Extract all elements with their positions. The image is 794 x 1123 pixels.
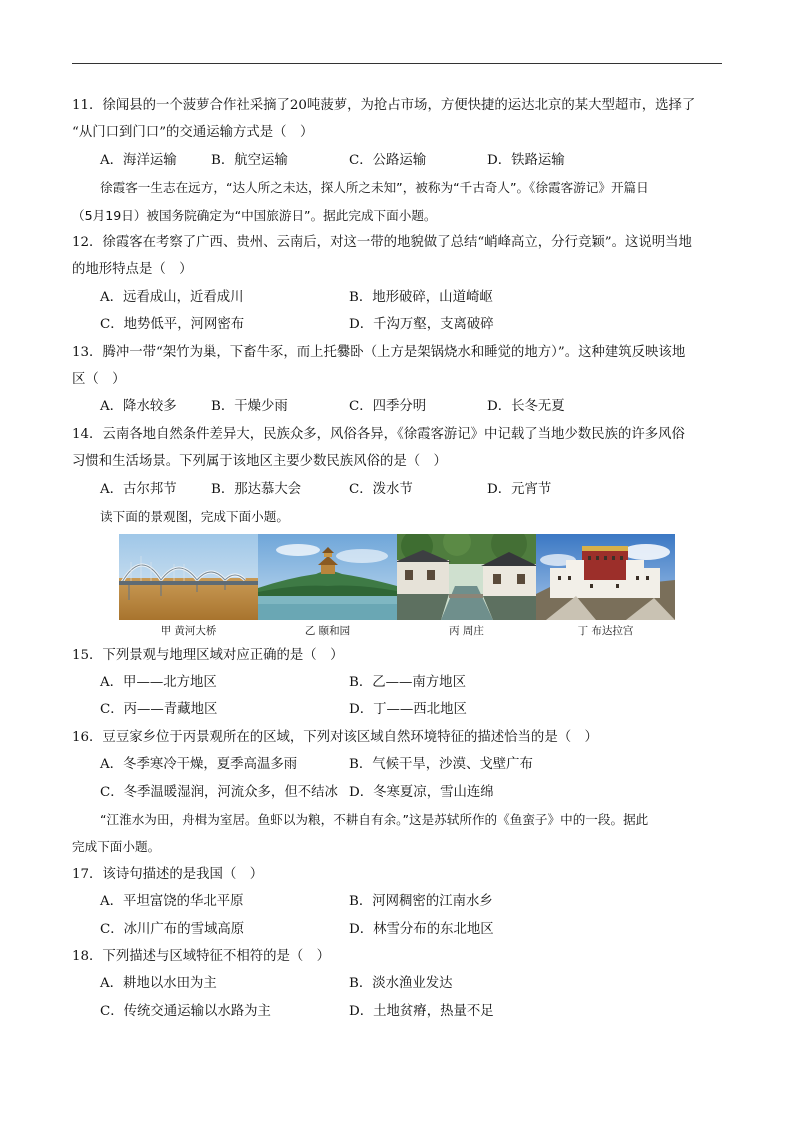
q11-stem-line1: 11．徐闻县的一个菠萝合作社采摘了20吨菠萝，为抢占市场，方便快捷的运达北京的某大型超市，选择了	[72, 98, 696, 113]
q12-option-d: D．千沟万壑，支离破碎	[349, 317, 494, 333]
q18-option-d: D．土地贫瘠，热量不足	[349, 1003, 494, 1019]
passage3-line1: “江淮水为田，舟楫为室居。鱼虾以为粮，不耕自有余。”这是苏轼所作的《鱼蛮子》中的一段。据此	[100, 811, 649, 827]
q12-stem-line1: 12．徐霞客在考察了广西、贵州、云南后，对这一带的地貌做了总结“峭峰高立，分行竞颖”。这说明当地	[72, 235, 692, 251]
q12-option-b: B．地形破碎，山道崎岖	[349, 289, 493, 305]
q13-stem-line1: 13．腾冲一带“架竹为巢，下畜牛豕，而上托爨卧（上方是架锅烧水和睡觉的地方）”。这种建筑反映该地	[72, 344, 686, 360]
q12-option-c: C．地势低平，河网密布	[100, 317, 245, 333]
q14-stem-line2: 习惯和生活场景。下列属于该地区主要少数民族风俗的是（ ）	[72, 454, 447, 470]
q15-options-row2	[72, 696, 728, 723]
q17-stem: 17．该诗句描述的是我国（ ）	[72, 866, 264, 882]
q12-options-row2	[72, 311, 728, 338]
q11-stem-line2: “从门口到门口”的交通运输方式是（ ）	[72, 125, 314, 141]
photo-summer-palace	[258, 534, 397, 620]
q17-options-row2	[72, 916, 728, 943]
q14-option-b: B．那达慕大会	[211, 481, 302, 497]
q16-options-row1	[72, 751, 728, 778]
q11-option-a: A．海洋运输	[100, 152, 177, 168]
q11-option-c: C．公路运输	[349, 152, 427, 168]
q16-option-c: C．冬季温暖湿润，河流众多，但不结冰	[100, 784, 338, 800]
q16-options-row2	[72, 779, 728, 806]
photo-zhouzhuang	[397, 534, 536, 620]
q15-option-a: A．甲——北方地区	[100, 674, 217, 690]
q13-option-d: D．长冬无夏	[487, 399, 565, 415]
q12-option-a: A．远看成山，近看成川	[100, 289, 244, 305]
q14-option-c: C．泼水节	[349, 481, 413, 497]
q12-options-row1	[72, 284, 728, 311]
q18-stem: 18．下列描述与区域特征不相符的是（ ）	[72, 948, 331, 964]
q16-stem: 16．豆豆家乡位于丙景观所在的区域，下列对该区域自然环境特征的描述恰当的是（ ）	[72, 729, 598, 745]
photo-yellow-river-bridge	[119, 534, 258, 620]
q18-options-row2	[72, 998, 728, 1025]
q14-option-a: A．古尔邦节	[100, 481, 177, 497]
q11-options	[72, 147, 728, 174]
q13-option-a: A．降水较多	[100, 399, 177, 415]
q14-options	[72, 476, 728, 503]
q15-option-b: B．乙——南方地区	[349, 674, 466, 690]
q15-stem: 15．下列景观与地理区域对应正确的是（ ）	[72, 647, 344, 663]
q13-option-c: C．四季分明	[349, 399, 427, 415]
q11-option-b: B．航空运输	[211, 152, 288, 168]
q12-stem-line2: 的地形特点是（ ）	[72, 262, 193, 278]
q16-option-a: A．冬季寒冷干燥，夏季高温多雨	[100, 757, 298, 773]
figure-captions	[119, 620, 728, 642]
caption-jia: 甲 黄河大桥	[160, 625, 217, 637]
q14-stem-line1: 14．云南各地自然条件差异大，民族众多，风俗各异，《徐霞客游记》中记载了当地少数民族的许多风俗	[72, 426, 685, 442]
q13-stem-line2: 区（ ）	[72, 372, 126, 388]
q17-option-a: A．平坦富饶的华北平原	[100, 894, 244, 910]
q15-option-d: D．丁——西北地区	[349, 702, 467, 718]
caption-yi: 乙 颐和园	[304, 625, 351, 637]
q15-option-c: C．丙——青藏地区	[100, 702, 218, 718]
passage2: 读下面的景观图，完成下面小题。	[100, 509, 289, 525]
exam-content	[72, 92, 728, 1025]
header-rule	[72, 63, 722, 64]
q18-option-c: C．传统交通运输以水路为主	[100, 1003, 271, 1019]
q18-options-row1	[72, 970, 728, 997]
photo-potala-palace	[536, 534, 675, 620]
q15-options-row1	[72, 669, 728, 696]
q17-option-c: C．冰川广布的雪域高原	[100, 921, 245, 937]
q14-option-d: D．元宵节	[487, 481, 552, 497]
q18-option-a: A．耕地以水田为主	[100, 976, 217, 992]
passage1-line1: 徐霞客一生志在远方，“达人所之未达，探人所之未知”，被称为“千古奇人”。《徐霞客游记》开篇日	[100, 180, 649, 196]
caption-bing: 丙 周庄	[449, 625, 484, 637]
caption-ding: 丁 布达拉宫	[577, 625, 634, 637]
q13-options	[72, 393, 728, 420]
landscape-figure	[119, 534, 728, 620]
q11-option-d: D．铁路运输	[487, 152, 565, 168]
q16-option-b: B．气候干旱，沙漠、戈壁广布	[349, 757, 533, 773]
q18-option-b: B．淡水渔业发达	[349, 976, 453, 992]
q17-option-b: B．河网稠密的江南水乡	[349, 894, 493, 910]
q17-option-d: D．林雪分布的东北地区	[349, 921, 494, 937]
q16-option-d: D．冬寒夏凉，雪山连绵	[349, 784, 494, 800]
passage1-line2: （5月19日）被国务院确定为“中国旅游日”。据此完成下面小题。	[72, 207, 437, 223]
passage3-line2: 完成下面小题。	[72, 839, 161, 855]
q13-option-b: B．干燥少雨	[211, 399, 288, 415]
q17-options-row1	[72, 888, 728, 915]
